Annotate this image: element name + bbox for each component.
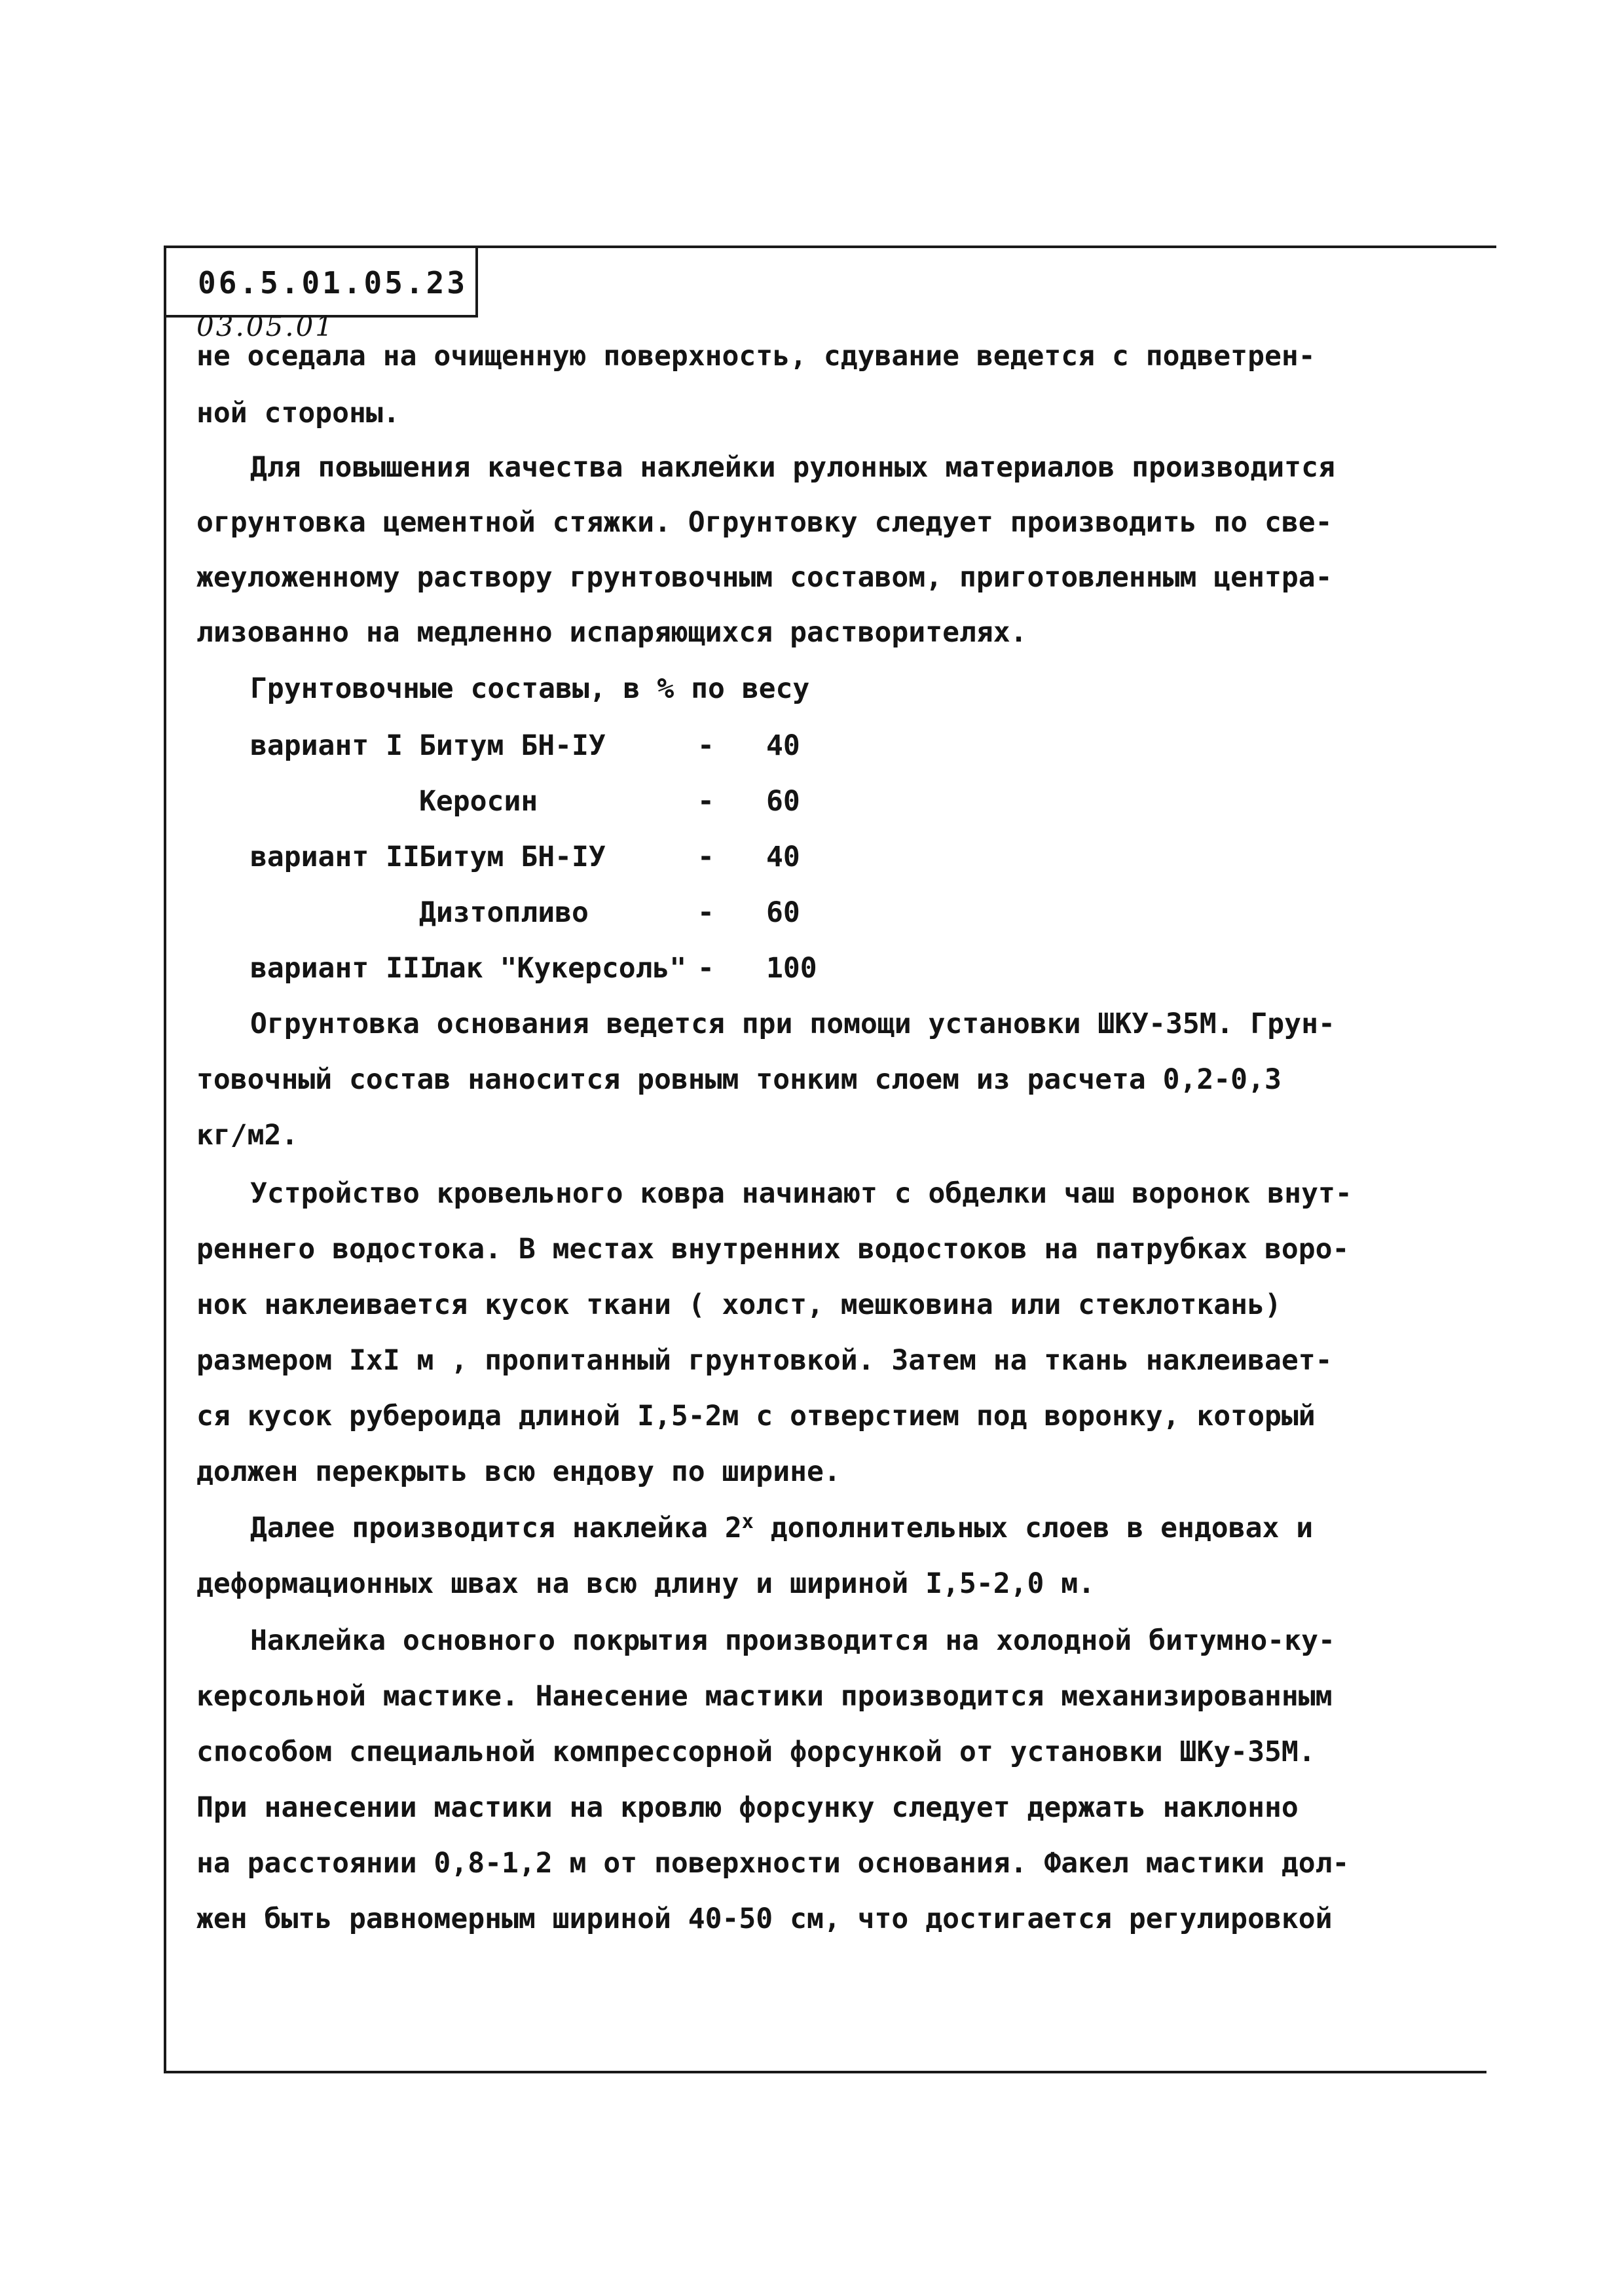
recipe-component: Дизтопливо <box>419 896 589 929</box>
text-line: должен перекрыть всю ендову по ширине. <box>196 1455 841 1488</box>
text-line: ной стороны. <box>196 397 400 429</box>
text-line: деформационных швах на всю длину и шириной I,5-2,0 м. <box>196 1567 1096 1600</box>
page-text <box>196 0 1473 2296</box>
text-fragment: дополнительных слоев в ендовах и <box>753 1512 1314 1544</box>
recipe-value: 60 <box>766 896 800 929</box>
recipe-dash: - <box>697 785 714 818</box>
recipes-heading: Грунтовочные составы, в % по весу <box>250 672 810 705</box>
text-line: Для повышения качества наклейки рулонных материалов производится <box>250 451 1335 484</box>
text-line: реннего водостока. В местах внутренних водостоков на патрубках воро- <box>196 1233 1350 1266</box>
recipe-variant: вариант III <box>250 952 437 985</box>
text-line: жеуложенному раствору грунтовочным составом, приготовленным центра- <box>196 561 1333 594</box>
recipe-dash: - <box>697 896 714 929</box>
recipe-value: 100 <box>766 952 817 985</box>
recipe-component: Битум БН-IУ <box>419 729 606 762</box>
text-fragment: Далее производится наклейка 2 <box>250 1512 742 1544</box>
text-line: способом специальной компрессорной форсункой от установки ШКу-35М. <box>196 1736 1316 1768</box>
document-code: 06.5.01.05.23 <box>198 265 468 301</box>
text-line: товочный состав наносится ровным тонким слоем из расчета 0,2-0,3 <box>196 1063 1282 1096</box>
text-line: лизованно на медленно испаряющихся растворителях. <box>196 616 1027 649</box>
recipe-value: 40 <box>766 729 800 762</box>
recipe-component: Битум БН-IУ <box>419 841 606 873</box>
text-line: Наклейка основного покрытия производится на холодной битумно-ку- <box>250 1624 1335 1657</box>
text-line: нок наклеивается кусок ткани ( холст, мешковина или стеклоткань) <box>196 1288 1282 1321</box>
text-line: не оседала на очищенную поверхность, сдувание ведется с подветрен- <box>196 340 1316 373</box>
text-line: огрунтовка цементной стяжки. Огрунтовку следует производить по све- <box>196 506 1333 539</box>
text-line: кг/м2. <box>196 1119 299 1152</box>
text-line: При нанесении мастики на кровлю форсунку следует держать наклонно <box>196 1791 1299 1824</box>
recipe-dash: - <box>697 729 714 762</box>
text-line: Огрунтовка основания ведется при помощи установки ШКУ-35М. Грун- <box>250 1008 1335 1040</box>
recipe-value: 60 <box>766 785 800 818</box>
text-line: на расстоянии 0,8-1,2 м от поверхности основания. Факел мастики дол- <box>196 1847 1350 1880</box>
handwritten-code: 03.05.01 <box>196 310 335 342</box>
text-line: ся кусок рубероида длиной I,5-2м с отверстием под воронку, который <box>196 1400 1316 1432</box>
frame-left-line <box>164 246 166 2072</box>
text-line: размером IxI м , пропитанный грунтовкой. Затем на ткань наклеивает- <box>196 1344 1333 1377</box>
text-line: керсольной мастике. Нанесение мастики производится механизированным <box>196 1680 1333 1713</box>
text-line: Устройство кровельного ковра начинают с обделки чаш воронок внут- <box>250 1177 1352 1210</box>
text-line <box>250 1510 1314 1544</box>
superscript: х <box>741 1510 754 1533</box>
recipe-value: 40 <box>766 841 800 873</box>
recipe-component: лак "Кукерсоль" <box>432 952 687 985</box>
recipe-component: Керосин <box>419 785 538 818</box>
text-line: жен быть равномерным шириной 40-50 см, что достигается регулировкой <box>196 1903 1333 1935</box>
recipe-dash: - <box>697 841 714 873</box>
recipe-dash: - <box>697 952 714 985</box>
recipe-variant: вариант II <box>250 841 420 873</box>
recipe-variant: вариант I <box>250 729 403 762</box>
